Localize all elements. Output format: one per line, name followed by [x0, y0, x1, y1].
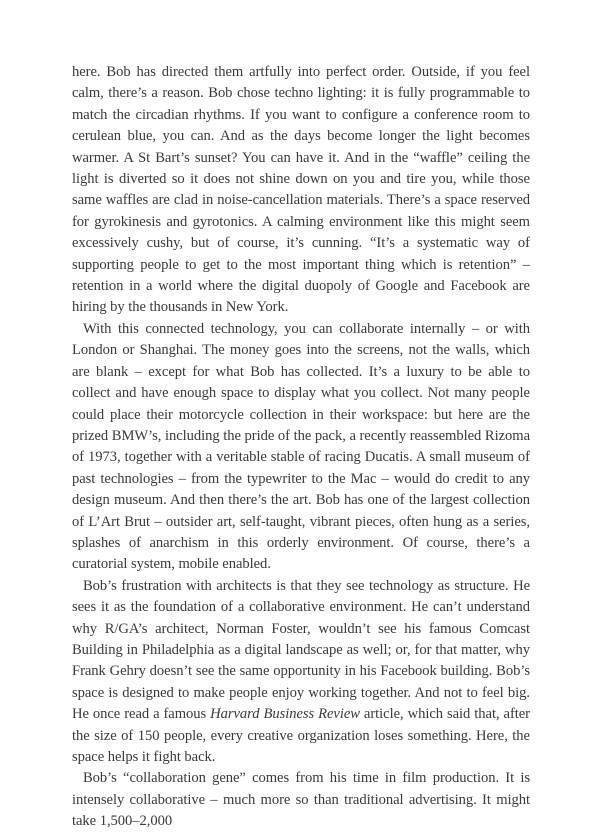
paragraph-text: Bob’s frustration with architects is that they see technology as structure. He sees it as the foundation of a collaborative environment. He can’t understand why R/GA’s architect, Norman Foster, wouldn’t see his famous Comcast Building in Philadelphia as a digital landscape as well; or, for that matter, why Frank Gehry doesn’t see the same opportunity in his Facebook building. Bob’s space is designed to make people enjoy working together. And not to feel big. He once read a famous — [72, 577, 530, 723]
paragraph-text: With this connected technology, you can collaborate internally – or with London or Shanghai. The money goes into the screens, not the walls, which are blank – except for what Bob has collected. It’s a luxury to be able to collect and have enough space to display what you collect. Not many people could place their motorcycle collection in their workspace: but here are the prized BMW’s, including the pride of the pack, a recently reassembled Rizoma of 1973, together with a veritable stable of racing Ducatis. A small museum of past technologies – from the typewriter to the Mac – would do credit to any design museum. And then there’s the art. Bob has one of the largest collection of L’Art Brut – outsider art, self-taught, vibrant pieces, often hung as a series, splashes of anarchism in this orderly environment. Of course, there’s a curatorial system, mobile enabled. — [72, 320, 530, 573]
paragraph-text: Bob’s “collaboration gene” comes from his time in film production. It is intensely collaborative – much more so than traditional advertising. It might take 1,500–2,000 — [72, 770, 530, 830]
paragraph-text: here. Bob has directed them artfully into perfect order. Outside, if you feel calm, there’s a reason. Bob chose techno lighting: it is fully programmable to match the circadian rhythms. If you want to configure a conference room to cerulean blue, you can. And as the days become longer the light becomes warmer. A St Bart’s sunset? You can have it. And in the “waffle” ceiling the light is diverted so it does not shine down on you and tire you, while those same waffles are clad in noise-cancellation materials. There’s a space reserved for gyrokinesis and gyrotonics. A calming environment like this might seem excessively cushy, but of course, it’s cunning. “It’s a systematic way of supporting people to get to the most important thing which is retention” – retention in a world where the digital duopoly of Google and Facebook are hiring by the thousands in New York. — [72, 64, 530, 316]
paragraph-text: article, which said that, after the size of 150 people, every creative organization loses something. Here, the space helps it fight back. — [72, 706, 530, 765]
paragraph-1 — [72, 62, 530, 319]
paragraph-4 — [72, 768, 530, 832]
publication-title: Harvard Business Review — [210, 706, 360, 723]
paragraph-2 — [72, 319, 530, 576]
document-page — [72, 62, 530, 833]
paragraph-3 — [72, 576, 530, 769]
